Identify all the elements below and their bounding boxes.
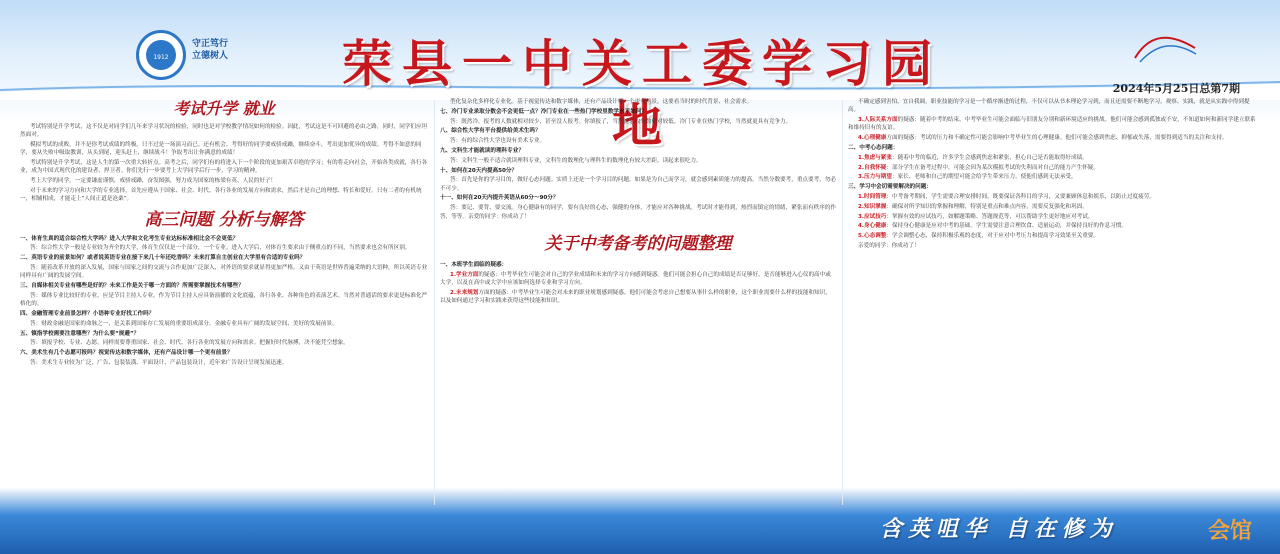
question: 六、美术生有几个志愿可报吗？视觉传达和数字媒体，还有产品设计哪一个更有前景？ bbox=[20, 350, 233, 357]
item-label: 5.心态调整 bbox=[858, 233, 887, 240]
paragraph: 不确定感到害怕，宜自我调，职业技能的学习是一个循序渐进的过程，不仅可以从书本理论学习到，而且还需要不断地学习，观察、实践，就是从实践中得到提高。 bbox=[848, 99, 1250, 114]
paragraph: 考上大学的同学，一定要谦虚谨慎，戒骄戒躁，奋发图强，努力成为国家的栋梁有英、人民的好子！ bbox=[30, 178, 277, 185]
section-title-middle-exam: 关于中考备考的问题整理 bbox=[544, 233, 732, 254]
item-label: 1.焦虑与紧张 bbox=[858, 154, 892, 161]
answer: 答：随着改革开放的深入发展，国家与国家之间的交流与合作更加广泛深入，对外语的要求就显得更加严格。又由于英语是世界普遍采纳的大语种，所以英语专业同样具有广阔的发展空间。 bbox=[20, 265, 428, 280]
logo-emblem bbox=[146, 40, 176, 70]
list-item bbox=[848, 173, 1256, 181]
column-mindset bbox=[848, 98, 1256, 510]
item-text: ：中考备考期间，学生需要合理安排时间，既要保证各科目的学习，又要兼顾休息和娱乐，以防止过度疲劳。 bbox=[886, 193, 1155, 200]
answer: 答：美术生专业较为广泛，广告、包装装潢、平面设计、产品包装设计，近年来广告设计呈现发展迅速。 bbox=[30, 360, 288, 367]
paragraph: 型化复杂化多样化专业化。基于视觉传达和数字媒体，还有产品设计哪一个更有前景，这要看当时的时代背景、社会需求。 bbox=[450, 99, 753, 105]
school-motto: 守正笃行 立德树人 bbox=[192, 39, 229, 61]
answer: 答：媒体专业比较好的专业，应是节目主持人专业。作为节目主持人应具备演播的文化底蕴，各行各业、各种角色的表演艺术。当然对普通话的要求更是标准化严格化的。 bbox=[20, 292, 428, 308]
item-text: 方面的疑惑：中考毕业生可能会对未来的职业规划感到疑惑。他们可能会考虑自己想要从事什么样的职业，这个职业需要什么样的技能和知识，以及如何通过学习和实践来获得这些技能和知识。 bbox=[440, 289, 831, 305]
item-label: 2.自我怀疑 bbox=[858, 164, 887, 171]
list-item bbox=[848, 193, 1256, 201]
list-item bbox=[848, 134, 1256, 142]
column-exam-employment bbox=[20, 98, 428, 510]
answer: 答：文科生一般不适合就读理科专业，文科生的数理化与理科生的数理化有较大差距，读起来很吃力。 bbox=[450, 157, 702, 164]
column-divider bbox=[842, 100, 843, 505]
page-title: 荣县一中关工委学习园地 bbox=[342, 34, 942, 153]
question: 十、如何在20天内提高50分？ bbox=[440, 167, 518, 174]
item-label: 1.时间管理 bbox=[858, 193, 887, 200]
item-label: 1.学业方面 bbox=[450, 271, 479, 278]
section-heading: 三、学习中会切需要解决的问题： bbox=[848, 184, 932, 191]
column-senior-exam-questions bbox=[440, 98, 836, 510]
watermark-logo: 会馆 bbox=[1208, 519, 1253, 544]
item-text: 方面的疑惑：考试的压力和不确定性可能会影响中考毕业生的心理健康。他们可能会感到焦虑、抑郁或失落，需要得到适当的关注和支持。 bbox=[886, 135, 1228, 142]
item-label: 3.压力与期望 bbox=[858, 174, 892, 181]
list-item bbox=[848, 164, 1256, 172]
question: 九、文科生才能就读的理科专业？ bbox=[440, 147, 524, 154]
question: 一、体育生真的适合综合性大学吗？进入大学和文化考生专业达标标准相比会不会更低？ bbox=[20, 235, 239, 242]
answer: 答：填报学校、专业、志愿，同样需要尊重国家、社会、时代、各行各业的发展方向和需求。把握好时代脉搏，决不能凭空想象。 bbox=[30, 340, 349, 347]
list-item bbox=[440, 289, 836, 306]
school-logo bbox=[136, 30, 186, 80]
section-heading: 一、本班学生面临的疑惑： bbox=[440, 261, 508, 268]
item-label: 4.心理健康 bbox=[858, 135, 887, 142]
list-item bbox=[848, 154, 1256, 162]
list-item bbox=[848, 203, 1256, 211]
section-title-exam: 考试升学 就业 bbox=[173, 99, 275, 118]
list-item bbox=[848, 116, 1256, 133]
answer: 答：有的综合性大学也设有美术专业。 bbox=[450, 138, 546, 145]
item-label: 2.知识掌握 bbox=[858, 203, 887, 210]
column-divider bbox=[434, 100, 435, 505]
issue-date: 2024年5月25日总第7期 bbox=[1112, 82, 1240, 95]
logo-year: 1912 bbox=[153, 54, 169, 61]
paragraph: 模拟考试的成败，并不是你考试成绩的终极。只不过是一场演习而已。还有机会。考得好的同学要戒骄戒躁，继续奋斗，考出更加优异的成绩。考得不如意的同学，要从失败中吸取教训，从头到尾，迎头赶上，继续战斗！争取考出让你满意的成绩！ bbox=[20, 142, 422, 157]
item-label: 4.身心健康 bbox=[858, 223, 887, 230]
item-text: ：学会调整心态，保持积极乐观的态度，对于应对中考压力和提高学习效果至关重要。 bbox=[886, 233, 1099, 240]
list-item bbox=[848, 222, 1256, 230]
list-item bbox=[848, 232, 1256, 240]
flourish-icon bbox=[1130, 28, 1200, 68]
section-title-senior-qa: 高三问题 分析与解答 bbox=[144, 209, 304, 230]
item-text: ：家长、老师和自己的期望可能会给学生带来压力，使他们感到无法承受。 bbox=[892, 174, 1077, 181]
answer: 答：综合性大学一般是专业较为齐全的大学，体育生仅仅是一个部分，一个专业。进入大学后，对体育生要求由于侧重点的不同，当然要求也会有所区别。 bbox=[30, 245, 411, 252]
answer: 答：财政金融是国家的命脉之一，是关系到国家存亡发展的重要组成部分。金融专业具有广阔的发展空间、美好的发展前景。 bbox=[30, 320, 338, 327]
list-item bbox=[848, 213, 1256, 221]
question: 七、冷门专业录取分数会不会更低一点？冷门专业在一些热门学校里数学水平如何？ bbox=[440, 108, 647, 115]
item-text: ：确保对所学知识的掌握和理解，特别是重点和难点内容，需要反复强化和巩固。 bbox=[886, 203, 1088, 210]
item-text: 的疑惑：中考毕业生可能会对自己的学业成绩和未来的学习方向感到疑惑。他们可能会担心自己的成绩是否足够好，是否能够进入心仪的高中或大学，以及在高中或大学中应该如何选择专业和学习方向。 bbox=[440, 271, 831, 286]
answer: 答：首先是你的学习目的，做好心态问题。实质上还是一个学习目的问题。如果是为自己而学习，就会感到素质能力的提高。当然分数要考，重点要考，勿必不可少。 bbox=[440, 177, 836, 192]
question: 四、金融管理专业前景怎样？小语种专业好找工作吗？ bbox=[20, 311, 155, 318]
item-text: ：保持身心健康是应对中考的基础。学生需要注意合理饮食、适量运动，并保持良好的作息习惯。 bbox=[886, 223, 1127, 230]
paragraph: 对于未来的学习方向和大学的专业选择，首先应遵从于国家、社会、时代、各行各业的发展方向和需求，然后才是自己的理想、特长和爱好。只有二者的有机统一，相辅相成，才能走上“人间正道是沧桑”。 bbox=[20, 188, 422, 203]
paragraph: 考试特别是升学考试，这不仅是对同学们几年来学习状况的检验，同时也是对学校教学情况如何的检验。因此，考试这是不可回避的必由之路，同时，同学们应坦然面对。 bbox=[20, 124, 428, 139]
question: 二、英语专业的前景如何？或者说英语专业在接下来几十年还吃香吗？未来打算自主创业在大学里有合适的专业吗？ bbox=[20, 255, 306, 262]
list-item bbox=[440, 271, 836, 288]
footer-slogan: 含英咀华 自在修为 bbox=[880, 516, 1118, 542]
item-text: ：掌握有效的应试技巧，如解题策略、答题规范等，可以帮助学生更好地应对考试。 bbox=[886, 213, 1094, 220]
question: 三、自媒体相关专业有哪些是好的？未来工作是关于哪一方面的？所需要掌握技术有哪些？ bbox=[20, 283, 244, 290]
item-text: ：随着中考的临近，许多学生会感到焦虑和紧张，担心自己是否能取得好成绩。 bbox=[892, 154, 1088, 161]
item-text: 的疑惑：随着中考的结束，中考毕业生可能会面临与旧朋友分别和新环境适应的挑战。他们可能会感到孤独或不安，不知道如何和新同学建立联系和维持旧有的友谊。 bbox=[848, 117, 1256, 132]
question: 八、综合性大学有平台提供给美术生吗？ bbox=[440, 128, 541, 135]
paragraph: 考试特别是升学考试，这是人生的第一次重大转折点。高考之后，同学们有的将进入下一个阶段的更加艰苦卓绝的学习；有的将走向社会，开始各类成就，各行各业，成为中国式现代化的建设者、捍卫者。你们先行一步要考上大学同学后行一步，学习的精神。 bbox=[20, 160, 428, 175]
item-label: 3.人际关系方面 bbox=[858, 117, 898, 124]
answer: 答：要记、要背、要交流。身心健康有的同学，要有良好的心态，强健的身体，才能应对各种挑战。考试时才能得到，热烈而镇定的情绪，紧张而有秩序的作答，等等。亲爱的同学：你成功了！ bbox=[440, 205, 836, 220]
item-label: 2.未来规划 bbox=[450, 289, 479, 296]
closing-line: 亲爱的同学：你成功了！ bbox=[858, 242, 920, 249]
item-label: 3.应试技巧 bbox=[858, 213, 887, 220]
section-heading: 二、中考心态问题： bbox=[848, 144, 899, 151]
question: 五、镇指学校需要注意哪些？为什么要“规避”？ bbox=[20, 330, 140, 337]
item-text: ：部分学生在备考过程中，可能会因为某次模拟考试的失利而对自己的能力产生怀疑。 bbox=[886, 164, 1099, 171]
question: 十一、如何在20天内提升英语从60分～90分？ bbox=[440, 195, 559, 202]
answer: 答：既然冷，报考的人数就相对较少，甚至没人报考。你填报了，当然就录取分数相对较低。冷门专业在热门学校，当然就更具有竞争力。 bbox=[450, 118, 792, 125]
